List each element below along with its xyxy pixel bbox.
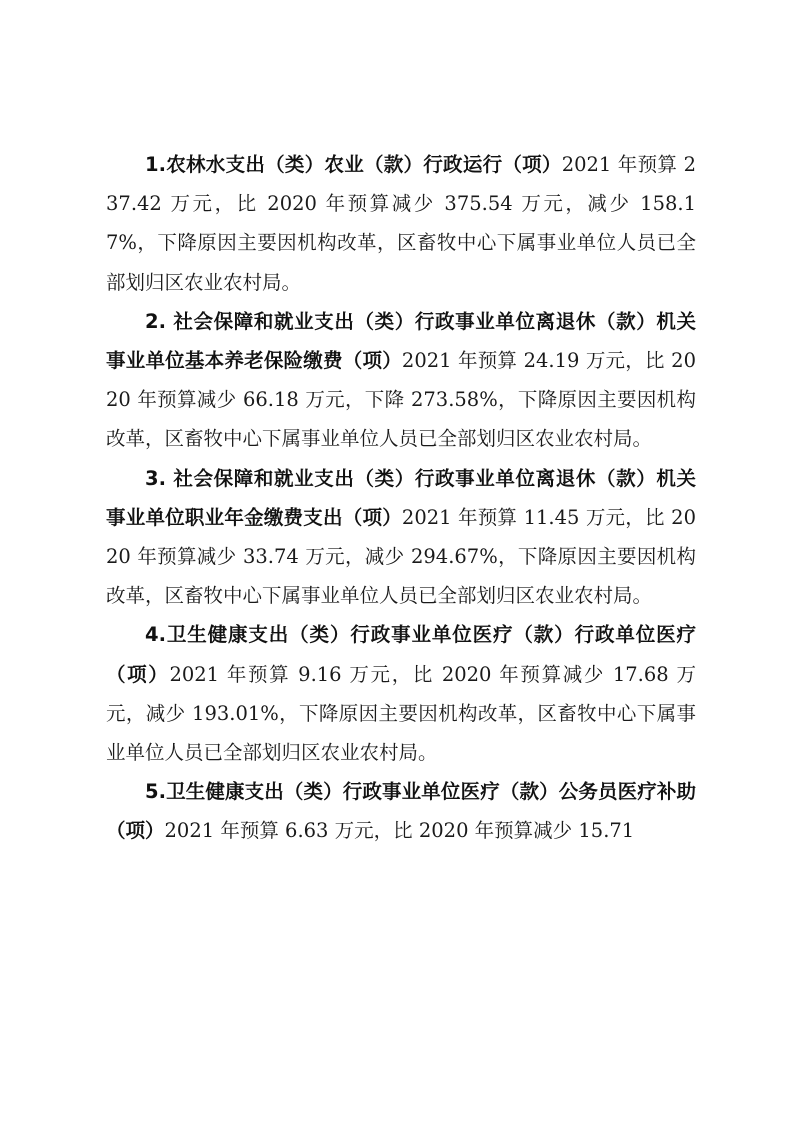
paragraph-1-heading: 1.农林水支出（类）农业（款）行政运行（项） bbox=[145, 153, 562, 176]
paragraph-4-text: 2021 年预算 9.16 万元，比 2020 年预算减少 17.68 万元，减少 193.01%，下降原因主要因机构改革，区畜牧中心下属事业单位人员已全部划归区农业农村局。 bbox=[106, 662, 696, 765]
paragraph-2-heading: 2. 社会保障和就业支出（类）行政事业单位离退休（款）机关事业单位基本养老保险缴费（项） bbox=[106, 309, 696, 373]
paragraph-3 bbox=[106, 459, 696, 616]
paragraph-4-heading: 4.卫生健康支出（类）行政事业单位医疗（款）行政单位医疗（项） bbox=[106, 623, 696, 686]
paragraph-4 bbox=[106, 615, 696, 772]
paragraph-1-text: 2021 年预算 237.42 万元，比 2020 年预算减少 375.54 万元，减少 158.17%，下降原因主要因机构改革，区畜牧中心下属事业单位人员已全部划归区农业农村局。 bbox=[106, 153, 696, 294]
paragraph-3-text: 2021 年预算 11.45 万元，比 2020 年预算减少 33.74 万元，减少 294.67%，下降原因主要因机构改革，区畜牧中心下属事业单位人员已全部划归区农业农村局。 bbox=[106, 505, 696, 608]
paragraph-3-heading: 3. 社会保障和就业支出（类）行政事业单位离退休（款）机关事业单位职业年金缴费支出（项） bbox=[106, 466, 696, 529]
paragraph-5 bbox=[106, 772, 696, 850]
paragraph-5-text: 2021 年预算 6.63 万元，比 2020 年预算减少 15.71 bbox=[164, 819, 635, 843]
paragraph-5-heading: 5.卫生健康支出（类）行政事业单位医疗（款）公务员医疗补助（项） bbox=[106, 780, 696, 843]
document-body bbox=[106, 145, 696, 851]
paragraph-2-text: 2021 年预算 24.19 万元，比 2020 年预算减少 66.18 万元，下降 273.58%，下降原因主要因机构改革，区畜牧中心下属事业单位人员已全部划归区农业农村局。 bbox=[106, 349, 696, 451]
paragraph-2 bbox=[106, 302, 696, 459]
paragraph-1 bbox=[106, 145, 696, 302]
